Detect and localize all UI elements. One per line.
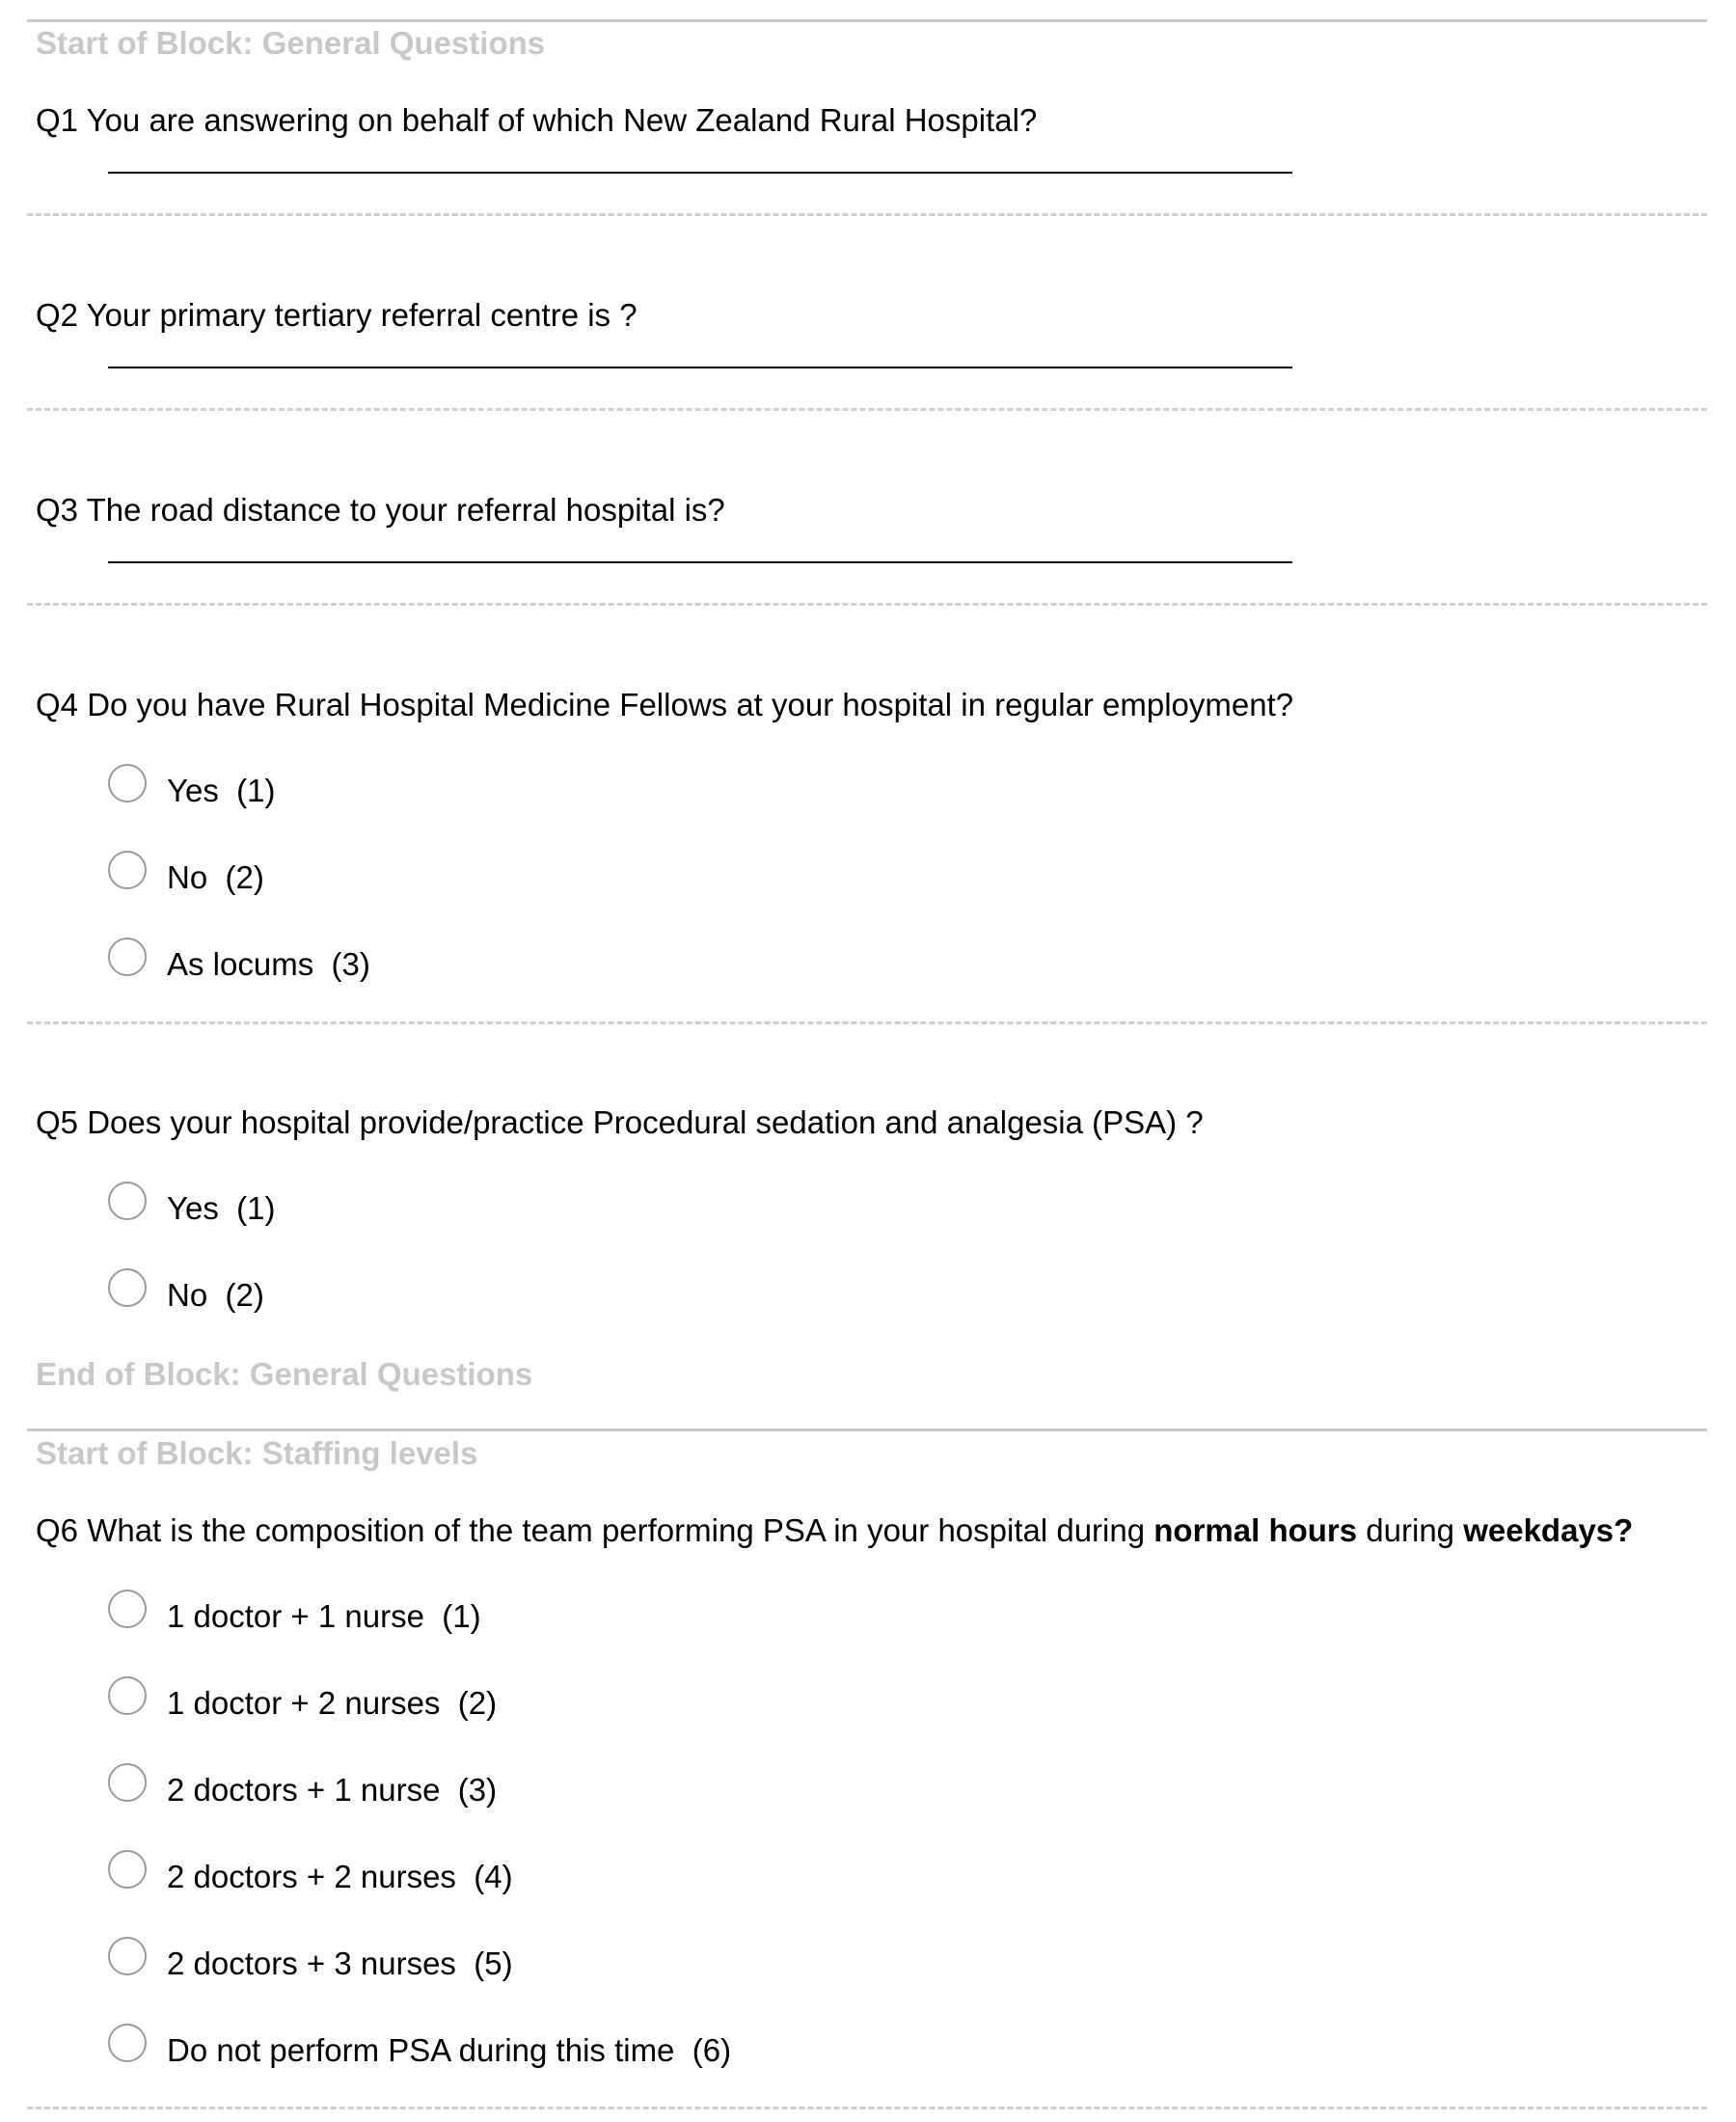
block-start-divider <box>27 19 1707 22</box>
radio-button-icon[interactable] <box>108 1182 147 1220</box>
option-label: 1 doctor + 2 nurses (2) <box>167 1684 498 1721</box>
question-separator <box>27 603 1707 606</box>
radio-button-icon[interactable] <box>108 764 147 803</box>
option-label: 2 doctors + 3 nurses (5) <box>167 1945 513 1981</box>
option-label: No (2) <box>167 1276 264 1313</box>
q4-option-locums[interactable] <box>108 941 370 986</box>
option-label: Do not perform PSA during this time (6) <box>167 2031 732 2068</box>
option-label: 1 doctor + 1 nurse (1) <box>167 1597 481 1634</box>
question-separator <box>27 2107 1707 2109</box>
q3-text-entry[interactable] <box>108 561 1292 563</box>
q6-text: Q6 What is the composition of the team performing PSA in your hospital during <box>36 1512 1154 1548</box>
question-separator <box>27 408 1707 411</box>
radio-button-icon[interactable] <box>108 1676 147 1715</box>
question-q2: Q2 Your primary tertiary referral centre is ? <box>36 297 637 333</box>
radio-button-icon[interactable] <box>108 851 147 889</box>
q6-option-2[interactable] <box>108 1680 497 1725</box>
question-q3: Q3 The road distance to your referral hospital is? <box>36 492 725 528</box>
question-q4: Q4 Do you have Rural Hospital Medicine Fellows at your hospital in regular employment? <box>36 687 1294 722</box>
q2-text-entry[interactable] <box>108 367 1292 368</box>
q4-option-no[interactable] <box>108 855 264 899</box>
option-label: As locums (3) <box>167 945 370 982</box>
block-end-label: End of Block: General Questions <box>36 1356 533 1392</box>
q6-text: during <box>1357 1512 1464 1548</box>
q6-emphasis-weekdays: weekdays? <box>1463 1512 1634 1548</box>
option-label: 2 doctors + 2 nurses (4) <box>167 1858 513 1894</box>
radio-button-icon[interactable] <box>108 1590 147 1628</box>
question-q5: Q5 Does your hospital provide/practice Procedural sedation and analgesia (PSA) ? <box>36 1104 1204 1140</box>
radio-button-icon[interactable] <box>108 1937 147 1975</box>
radio-button-icon[interactable] <box>108 938 147 976</box>
question-q6 <box>36 1514 1633 1546</box>
option-label: Yes (1) <box>167 772 276 808</box>
block-start-label: Start of Block: Staffing levels <box>36 1435 478 1471</box>
q6-option-6[interactable] <box>108 2027 731 2072</box>
q6-emphasis-normal-hours: normal hours <box>1153 1512 1358 1548</box>
q1-text-entry[interactable] <box>108 172 1292 174</box>
option-label: No (2) <box>167 858 264 895</box>
block-start-label: Start of Block: General Questions <box>36 25 546 61</box>
question-q1: Q1 You are answering on behalf of which New Zealand Rural Hospital? <box>36 102 1038 138</box>
radio-button-icon[interactable] <box>108 1268 147 1307</box>
option-label: Yes (1) <box>167 1189 276 1226</box>
q6-option-4[interactable] <box>108 1854 513 1898</box>
question-separator <box>27 213 1707 216</box>
question-separator <box>27 1021 1707 1024</box>
q6-option-5[interactable] <box>108 1941 513 1985</box>
q6-option-3[interactable] <box>108 1767 497 1811</box>
radio-button-icon[interactable] <box>108 1763 147 1802</box>
q4-option-yes[interactable] <box>108 768 276 812</box>
radio-button-icon[interactable] <box>108 1850 147 1889</box>
block-end-divider <box>27 1428 1707 1431</box>
option-label: 2 doctors + 1 nurse (3) <box>167 1771 498 1808</box>
radio-button-icon[interactable] <box>108 2024 147 2062</box>
q5-option-yes[interactable] <box>108 1185 276 1230</box>
q5-option-no[interactable] <box>108 1272 264 1317</box>
q6-option-1[interactable] <box>108 1593 481 1638</box>
